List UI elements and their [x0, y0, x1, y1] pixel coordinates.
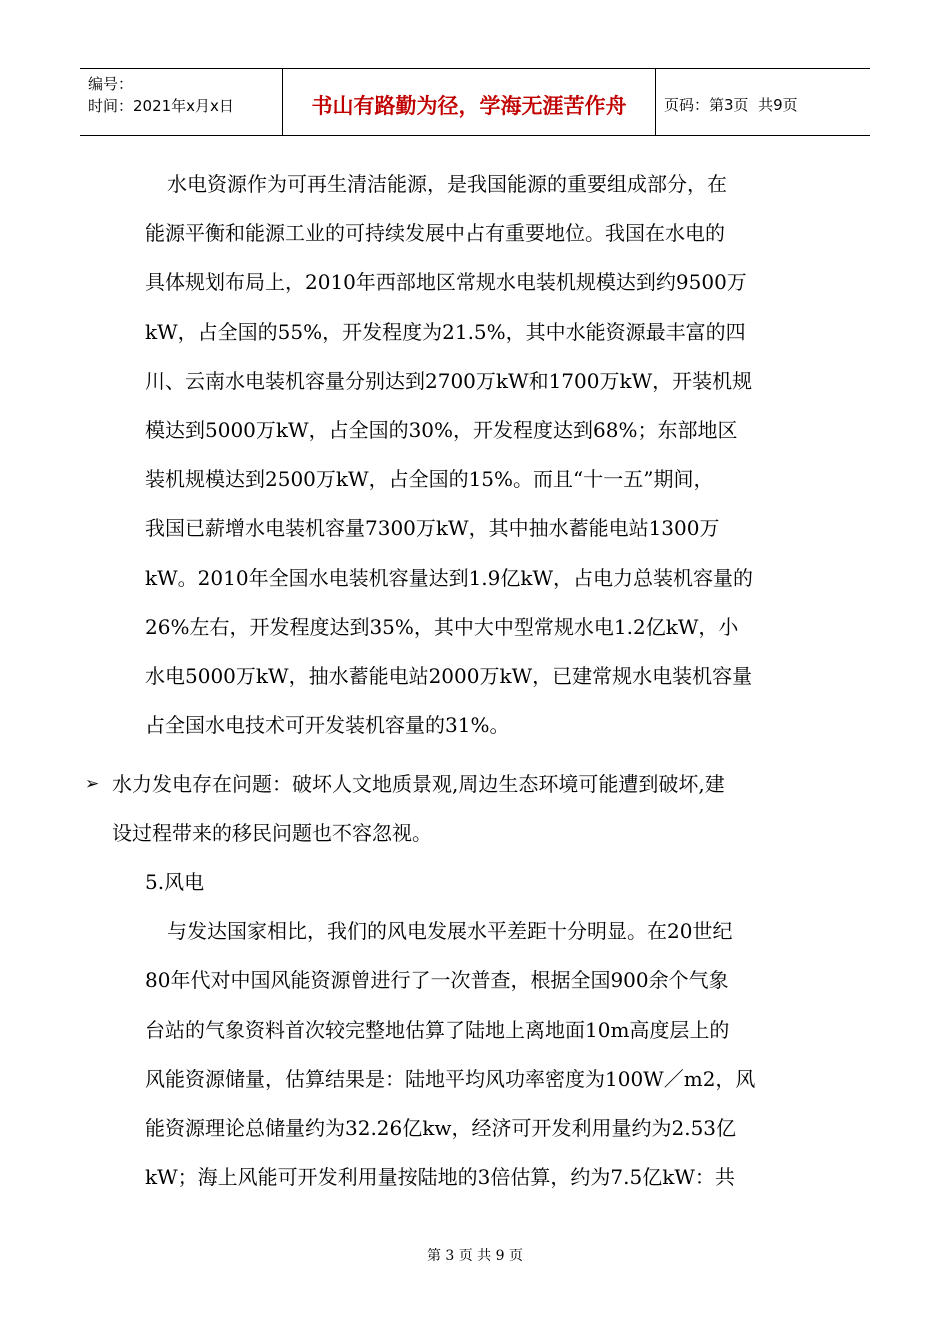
header-motto: 书山有路勤为径，学海无涯苦作舟: [283, 69, 656, 135]
document-time-label: 时间：2021年x月x日: [88, 97, 234, 115]
text-line: 设过程带来的移民问题也不容忽视。: [112, 821, 432, 846]
text-line: 具体规划布局上，2010年西部地区常规水电装机规模达到约9500万: [145, 270, 747, 295]
text-line: 川、云南水电装机容量分别达到2700万kW和1700万kW，开装机规: [145, 368, 753, 393]
text-line: 能资源理论总储量约为32.26亿kw，经济可开发利用量约为2.53亿: [145, 1115, 737, 1140]
text-line: 能源平衡和能源工业的可持续发展中占有重要地位。我国在水电的: [145, 221, 725, 246]
text-line: 水电资源作为可再生清洁能源，是我国能源的重要组成部分，在: [167, 172, 727, 196]
text-line: kW。2010年全国水电装机容量达到1.9亿kW，占电力总装机容量的: [145, 565, 754, 590]
text-line: 装机规模达到2500万kW，占全国的15%。而且“十一五”期间，: [145, 467, 714, 492]
text-line: 水电5000万kW，抽水蓄能电站2000万kW，已建常规水电装机容量: [145, 663, 753, 688]
bullet-hydropower-issues: [85, 760, 815, 858]
paragraph-hydropower: [145, 160, 810, 750]
bullet-text: [112, 760, 815, 858]
page-footer: 第 3 页 共 9 页: [426, 1248, 524, 1264]
section-heading: 5.风电: [145, 870, 205, 894]
text-line: kW，占全国的55%，开发程度为21.5%，其中水能资源最丰富的四: [145, 319, 746, 344]
header-page-info: [656, 69, 870, 135]
text-line: 80年代对中国风能资源曾进行了一次普查，根据全国900余个气象: [145, 968, 729, 993]
text-line: 台站的气象资料首次较完整地估算了陆地上离地面10m高度层上的: [145, 1017, 730, 1042]
header-meta: [80, 69, 283, 135]
section-body: [145, 858, 810, 1202]
paragraph-body: [145, 160, 810, 750]
text-line: 风能资源储量，估算结果是：陆地平均风功率密度为100W／m2，风: [145, 1066, 756, 1091]
header-page-info-text: 页码：第3页 共9页: [664, 95, 798, 114]
document-code-label: 编号：: [88, 75, 134, 93]
text-line: 与发达国家相比，我们的风电发展水平差距十分明显。在20世纪: [167, 919, 733, 944]
text-line: 占全国水电技术可开发装机容量的31%。: [145, 713, 510, 738]
page-header: [80, 68, 870, 136]
text-line: kW；海上风能可开发利用量按陆地的3倍估算，约为7.5亿kW：共: [145, 1165, 735, 1190]
text-line: 我国已薪增水电装机容量7300万kW，其中抽水蓄能电站1300万: [145, 516, 720, 541]
section-wind-power: [145, 858, 810, 1202]
text-line: 26%左右，开发程度达到35%，其中大中型常规水电1.2亿kW，小: [145, 614, 739, 639]
text-line: 模达到5000万kW，占全国的30%，开发程度达到68%；东部地区: [145, 417, 738, 442]
arrow-bullet-icon: ➢: [85, 774, 100, 794]
text-line: 水力发电存在问题：破坏人文地质景观,周边生态环境可能遭到破坏,建: [112, 772, 725, 796]
